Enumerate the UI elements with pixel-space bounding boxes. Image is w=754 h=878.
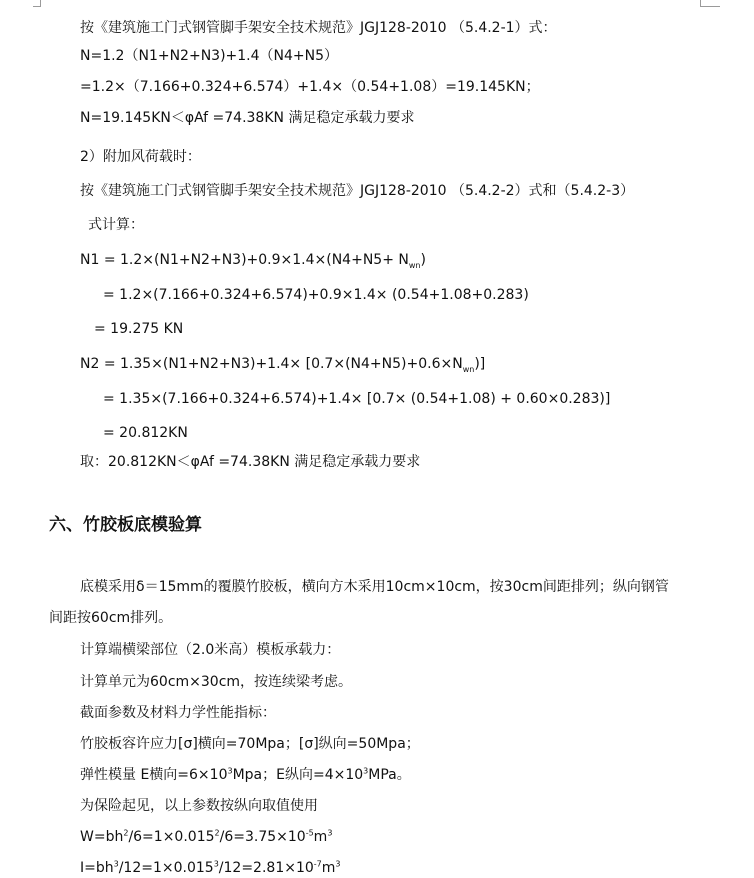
formula-elastic-modulus: [80, 766, 411, 784]
formula-n2-main: N2 = 1.35×(N1+N2+N3)+1.4× [0.7×(N4+N5)+0.6×N: [80, 356, 463, 372]
em-part-a: 弹性模量 E横向=6×10: [80, 767, 228, 783]
em-part-c: MPa。: [368, 767, 411, 783]
text-line-1: 按《建筑施工门式钢管脚手架安全技术规范》JGJ128-2010 （5.4.2-1）式：: [80, 20, 557, 36]
formula-n1-main: N1 = 1.2×(N1+N2+N3)+0.9×1.4×(N4+N5+ N: [80, 252, 409, 268]
paragraph-line-2: 间距按60cm排列。: [49, 610, 173, 626]
corner-mark-right-h: [700, 6, 720, 7]
w-sup-3: -5: [305, 828, 314, 838]
i-part-c: /12=2.81×10: [218, 860, 314, 876]
formula-moment-of-inertia: [80, 859, 341, 877]
i-sup-1: 3: [113, 859, 119, 869]
w-part-d: m: [313, 829, 328, 845]
w-sup-1: 2: [123, 828, 129, 838]
i-part-d: m: [321, 860, 336, 876]
em-sup-2: 3: [363, 766, 369, 776]
section-heading: 六、竹胶板底模验算: [49, 515, 202, 535]
w-part-b: /6=1×0.015: [128, 829, 215, 845]
i-part-b: /12=1×0.015: [118, 860, 214, 876]
text-line-13: = 20.812KN: [103, 425, 188, 441]
paragraph-line-8: 为保险起见，以上参数按纵向取值使用: [80, 798, 318, 814]
text-line-12: = 1.35×(7.166+0.324+6.574)+1.4× [0.7× (0.54+1.08) + 0.60×0.283)]: [103, 391, 611, 407]
paragraph-line-4: 计算单元为60cm×30cm，按连续梁考虑。: [80, 674, 353, 690]
formula-n1: [80, 251, 426, 269]
i-part-a: I=bh: [80, 860, 114, 876]
paragraph-line-3: 计算端横梁部位（2.0米高）模板承载力：: [80, 642, 341, 658]
text-line-9: = 1.2×(7.166+0.324+6.574)+0.9×1.4× (0.54+1.08+0.283): [103, 287, 529, 303]
text-line-2: N=1.2（N1+N2+N3)+1.4（N4+N5）: [80, 48, 339, 64]
corner-mark-left-h: [33, 6, 41, 7]
text-line-3: =1.2×（7.166+0.324+6.574）+1.4×（0.54+1.08）=19.145KN；: [80, 79, 540, 95]
formula-n2-end: )]: [474, 356, 486, 372]
paragraph-line-6: 竹胶板容许应力[σ]横向=70Mpa；[σ]纵向=50Mpa；: [80, 736, 420, 752]
formula-n1-sub: wn: [408, 260, 421, 270]
w-sup-4: 3: [327, 828, 333, 838]
text-line-14: 取：20.812KN＜φAf =74.38KN 满足稳定承载力要求: [80, 454, 421, 470]
text-line-7: 式计算：: [88, 217, 144, 233]
formula-n2: [80, 355, 485, 373]
paragraph-line-5: 截面参数及材料力学性能指标：: [80, 705, 276, 721]
text-line-5: 2）附加风荷载时：: [80, 149, 201, 165]
i-sup-3: -7: [313, 859, 322, 869]
w-part-a: W=bh: [80, 829, 124, 845]
text-line-6: 按《建筑施工门式钢管脚手架安全技术规范》JGJ128-2010 （5.4.2-2）式和（5.4.2-3）: [80, 183, 635, 199]
i-sup-2: 3: [213, 859, 219, 869]
paragraph-line-1: 底模采用δ＝15mm的覆膜竹胶板，横向方木采用10cm×10cm，按30cm间距排列；纵向钢管: [80, 579, 669, 595]
formula-section-modulus: [80, 828, 332, 846]
em-part-b: Mpa；E纵向=4×10: [232, 767, 364, 783]
formula-n1-end: ): [420, 252, 426, 268]
formula-n2-sub: wn: [462, 364, 475, 374]
i-sup-4: 3: [335, 859, 341, 869]
w-part-c: /6=3.75×10: [219, 829, 306, 845]
w-sup-2: 2: [214, 828, 220, 838]
text-line-4: N=19.145KN＜φAf =74.38KN 满足稳定承载力要求: [80, 110, 415, 126]
em-sup-1: 3: [227, 766, 233, 776]
text-line-10: = 19.275 KN: [94, 321, 184, 337]
